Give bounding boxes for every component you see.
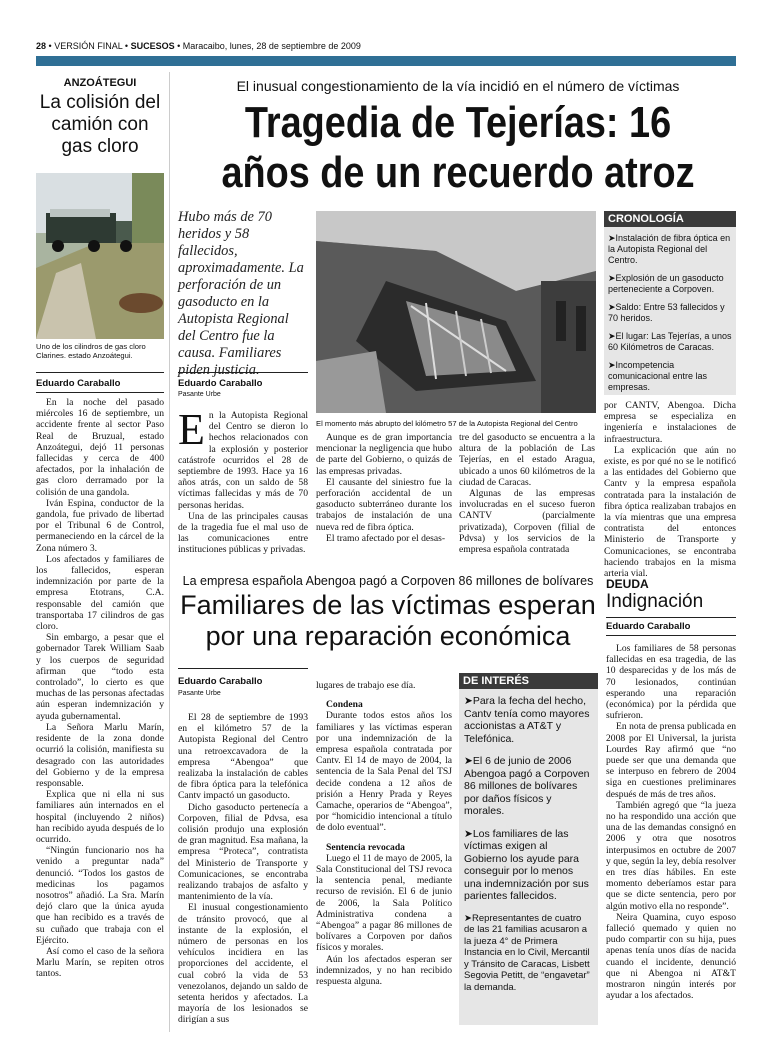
paragraph: El causante del siniestro fue la perforación accidental de un gasoducto subterráneo durante los trabajos de instalación de una nueva red de fibra óptica. (316, 476, 452, 533)
drop-cap: E (178, 405, 205, 454)
paragraph: Aún los afectados esperan ser indemnizados, y no han recibido respuesta alguna. (316, 953, 452, 988)
paragraph: Explica que ni ella ni sus familiares aún internados en el hospital (incluyendo 2 niños) han recibido ayuda después de lo ocurrido. (36, 789, 164, 845)
page-number: 28 (36, 41, 47, 51)
interes-title: DE INTERÉS (459, 673, 598, 689)
paragraph: lugares de trabajo ese día. (316, 680, 416, 691)
subheading: Sentencia revocada (326, 841, 405, 853)
paragraph: También agregó que “la jueza no ha respondido una acción que una de las demandas consignó en 2006 y otra que nosotros interpusimos en octubre de 2007 y que, según la ley, debía resolver en tres días hábiles. En este momento deberíamos estar para que se dicte sentencia, pero por algún motivo ella no responde”. (606, 799, 736, 912)
paragraph: El tramo afectado por el desas- (326, 532, 446, 544)
paragraph: En nota de prensa publicada en 2008 por El Universal, la jurista Lourdes Ray afirmó que “no puede ser que una demanda que se interpuso en febrero de 2004 siga en cuestiones preliminares después de más de tres años. (606, 721, 736, 800)
paragraph: Así como el caso de la señora Marlu Marín, se repiten otros tantos. (36, 945, 164, 980)
main-byline: Eduardo Caraballo (178, 378, 263, 389)
second-rule (178, 668, 308, 669)
place-date: Maracaibo, lunes, 28 de septiembre de 2009 (182, 41, 361, 51)
arrow-bullet-icon: ➤ (608, 233, 616, 243)
paragraph: Luego el 11 de mayo de 2005, la Sala Constitucional del TSJ revoca la sentencia penal, mediante recurso de revisión. El 6 de junio de 2006, la Sala Político Administrativa condena a “Abengoa” a pagar 86 millones de bolívares a Corpoven por daños físicos y morales. (316, 852, 452, 954)
paragraph: En la noche del pasado miércoles 16 de septiembre, un accidente frente al sector Paso Real de Bruzual, estado Anzoátegui, dejó 11 personas fallecidas y cerca de 400 afectados, por la inhalación de gas cloro derramado por la colisión de una gandola. (36, 397, 164, 498)
main-rule (178, 372, 308, 373)
paragraph: catástrofe ocurridos el 28 de septiembre de 1993. Hace ya 16 años atrás, con un saldo de 58 víctimas fallecidas y más de 70 personas heridas. (178, 454, 308, 511)
masthead: 28 • VERSIÓN FINAL • SUCESOS • Maracaibo, lunes, 28 de septiembre de 2009 (36, 41, 361, 51)
deuda-kicker: DEUDA (606, 577, 649, 591)
list-item: ➤Saldo: Entre 53 fallecidos y 70 heridos. (608, 302, 725, 323)
paragraph: La Señora Marlu Marín, residente de la zona donde ocurrió la colisión, manifiesta su desagrado con las autoridades del Gobierno y de la empresa responsable. (36, 721, 164, 789)
paragraph: Los afectados y familiares de los fallecidos, esperan indemnización por parte de la empresa Etotrans, C.A. responsable del camión que transportaba 17 cilindros de gas cloro. (36, 553, 164, 633)
paragraph: tre del gasoducto se encuentra a la altura de la población de Las Tejerías, en el estado Aragua, ubicado a unos 60 kilómetros de la ciudad de Caracas. (459, 432, 595, 488)
arrow-bullet-icon: ➤ (464, 695, 473, 707)
main-col-2 (316, 432, 452, 544)
sidebar-kicker: ANZOÁTEGUI (63, 77, 137, 89)
sidebar-photo (36, 173, 164, 339)
paragraph: por CANTV, Abengoa. Dicha empresa se especializa en ingeniería e instalaciones de infraestructura. (604, 400, 736, 445)
main-kicker: El inusual congestionamiento de la vía incidió en el número de víctimas (236, 78, 680, 94)
paragraph: Iván Espina, conductor de la gandola, fue privado de libertad por el Tribunal 6 de Control, permaneciendo en la cárcel de la Zona número 3. (36, 497, 164, 554)
paragraph: “Ningún funcionario nos ha venido a preguntar nada” denunció. “Todos los gastos de medicinas los pagamos nosotros” añadió. La Sra. Marín dejó claro que la única ayuda que han recibido es a través de su cuñado que trabaja con el Ejército. (36, 845, 164, 946)
paragraph: n la Autopista Regional del Centro se dieron lo hechos relacionados con la explosión y posterior (208, 410, 308, 455)
list-item: ➤El lugar: Las Tejerías, a unos 60 Kilómetros de Caracas. (608, 331, 732, 352)
list-item: ➤Representantes de cuatro de las 21 familias acusaron a la jueza 4° de Primera Instancia en lo Civil, Mercantil y Tránsito de Caracas, Lisbett Segovia Petitt, de “engavetar” la demanda. (464, 912, 590, 993)
paragraph: Aunque es de gran importancia mencionar la negligencia que hubo de parte del Gobierno, o quizás de las empresas privadas. (316, 432, 452, 477)
paper-section: SUCESOS (130, 41, 175, 51)
second-kicker: La empresa española Abengoa pagó a Corpoven 86 millones de bolívares (182, 574, 594, 588)
cronologia-list (604, 227, 736, 393)
main-col-4 (604, 400, 736, 579)
list-item: ➤Explosión de un gasoducto perteneciente a Corpoven. (608, 273, 724, 294)
paragraph: Los familiares de 58 personas fallecidas en esa tragedia, de las 10 desparecidas y de los más de 70 lesionados, continúan esperando una reparación (económica) por la pérdida que sufrieron. (606, 643, 736, 722)
list-item: ➤El 6 de junio de 2006 Abengoa pagó a Corpoven 86 millones de bolívares por daños físicos y morales. (464, 755, 590, 817)
second-col-2 (316, 680, 452, 987)
cronologia-box (604, 211, 736, 395)
list-item: ➤Para la fecha del hecho, Cantv tenía como mayores accionistas a AT&T y Telefónica. (464, 695, 590, 745)
subheading: Condena (326, 699, 363, 711)
main-col-3 (459, 432, 595, 555)
sidebar-rule-2 (36, 392, 164, 393)
main-headline-line1: Tragedia de Tejerías: 16 (244, 98, 672, 147)
paragraph: Neira Quamina, cuyo esposo falleció quemado y quien no pudo compartir con su hija, pues apenas tenía unos días de nacida cuando el incidente, denunció que ni Abengoa ni AT&T mostraron ningún interés por ayudar a los afectados. (606, 911, 736, 1002)
second-byline: Eduardo Caraballo (178, 676, 263, 687)
arrow-bullet-icon: ➤ (464, 755, 473, 767)
list-item: ➤Incompetencia comunicacional entre las empresas. (608, 360, 708, 392)
paragraph: La explicación que aún no existe, es por qué no se le notificó a las entidades del Gobierno que Cantv y la empresa española contratada para la instalación de fibra óptica realizaban trabajos en la vía mientras que una empresa contratista del entonces Ministerio de Transporte y Comunicaciones, se encontraba haciendo trabajos en la misma arteria vial. (604, 444, 736, 580)
main-deck: Hubo más de 70 heridos y 58 fallecidos, aproximadamente. La perforación de un gasoducto en la Autopista Regional del Centro fue la causa. Familiares piden justicia. (178, 209, 304, 378)
sidebar-article (36, 397, 164, 980)
second-byline-role: Pasante Urbe (178, 690, 221, 697)
second-col-1 (178, 712, 308, 1026)
interes-list (459, 689, 598, 993)
deuda-article (606, 643, 736, 1002)
cronologia-title: CRONOLOGÍA (604, 211, 736, 227)
paragraph: Sin embargo, a pesar que el gobernador Tarek William Saab y los cuerpos de seguridad afirman que “todo esta controlado”, lo cierto es que muchas de las personas afectadas aún esperan indemnización y ayuda gubernamental. (36, 632, 164, 722)
paragraph: Algunas de las empresas involucradas en el suceso fueron CANTV (parcialmente privatizada), Corpoven (filial de Pdvsa) y los servicios de la empresa española contratada (459, 488, 595, 556)
list-item: ➤Instalación de fibra óptica en la Autopista Regional del Centro. (608, 233, 731, 265)
section-name: VERSIÓN FINAL (54, 41, 123, 51)
main-headline-line2: años de un recuerdo atroz (221, 148, 695, 197)
deuda-byline: Eduardo Caraballo (606, 621, 691, 632)
sidebar-byline: Eduardo Caraballo (36, 378, 121, 389)
arrow-bullet-icon: ➤ (464, 827, 473, 840)
second-headline-line2: por una reparación económica (205, 621, 571, 651)
main-byline-role: Pasante Urbe (178, 391, 221, 398)
paragraph: Dicho gasoducto pertenecía a Corpoven, filial de Pdvsa, esa colisión produjo una explosión de gran magnitud. Esa mañana, la empresa “Proteca”, contratista del Ministerio de Transporte y Comunicaciones, se encontraba realizando trabajos de asfalto y mantenimiento de la vía. (178, 801, 308, 903)
deuda-rule-2 (606, 635, 736, 636)
column-divider (169, 72, 170, 1032)
sidebar-rule (36, 372, 164, 373)
second-headline-line1: Familiares de las víctimas esperan (180, 590, 596, 620)
sidebar-photo-caption: Uno de los cilindros de gas cloro Clarines. estado Anzoátegui. (36, 342, 146, 360)
arrow-bullet-icon: ➤ (608, 331, 616, 341)
main-col-1 (178, 405, 308, 556)
interes-box (459, 673, 598, 1025)
sidebar-headline: La colisión del camión con gas cloro (39, 92, 161, 157)
paragraph: Durante todos estos años los familiares y las víctimas esperan por una indemnización de la empresa española contratada por Cantv. El 14 de mayo de 2004, la sentencia de la Sala Penal del TSJ decide condena a 12 años de prisión a Henry Prada y Reyes Camache, operarios de “Abengoa”, por “homicidio intencional a título de dolo eventual”. (316, 710, 452, 834)
arrow-bullet-icon: ➤ (608, 302, 616, 312)
deuda-rule (606, 617, 736, 618)
accent-bar (36, 56, 736, 66)
paragraph: Una de las principales causas de la tragedia fue el mal uso de las comunicaciones entre instituciones públicas y privadas. (178, 510, 308, 556)
list-item: ➤Los familiares de las víctimas exigen al Gobierno los ayude para conseguir por lo menos una indemnización por sus parientes fallecidos. (464, 827, 589, 902)
arrow-bullet-icon: ➤ (608, 273, 616, 283)
arrow-bullet-icon: ➤ (608, 360, 616, 370)
paragraph: El 28 de septiembre de 1993 en el kilómetro 57 de la Autopista Regional del Centro una retroexcavadora de la empresa “Abengoa” que realizaba la instalación de cables de fibra óptica para la telefónica Cantv impactó un gasoducto. (178, 712, 308, 802)
deuda-headline: Indignación (606, 591, 704, 612)
main-photo (316, 211, 596, 413)
arrow-bullet-icon: ➤ (464, 912, 472, 924)
main-photo-caption: El momento más abrupto del kilómetro 57 de la Autopista Regional del Centro (316, 419, 578, 428)
paragraph: El inusual congestionamiento de tránsito provocó, que al instante de la explosión, el número de personas en los vehículos incidiera en las proporciones del accidente, el cual cobró la vida de 53 venezolanos, dejando un saldo de setenta heridos y afectados. La mayoría de los lesionados se dirigían a sus (178, 902, 308, 1026)
